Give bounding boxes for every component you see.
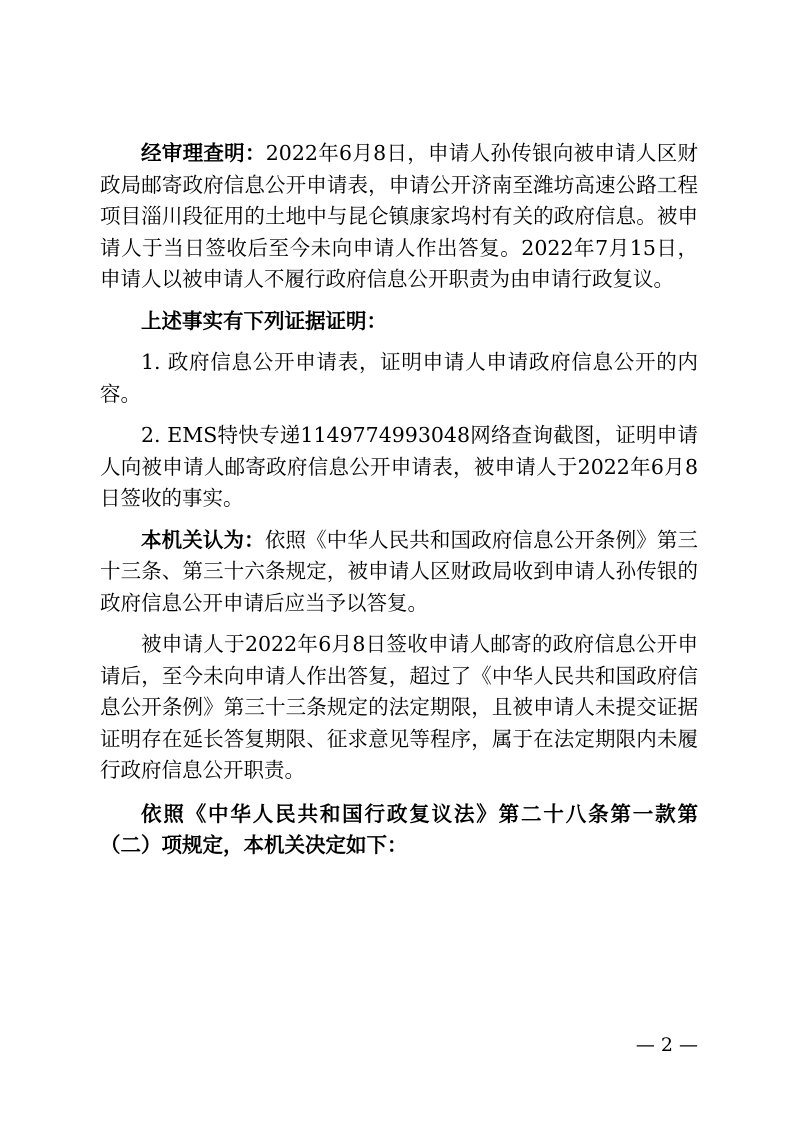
findings-text: 2022年6月8日，申请人孙传银向被申请人区财政局邮寄政府信息公开申请表，申请公开济南至潍坊高速公路工程项目淄川段征用的土地中与昆仑镇康家坞村有关的政府信息。被申请人于当日签收后至今未向申请人作出答复。2022年7月15日，申请人以被申请人不履行政府信息公开职责为由申请行政复议。 bbox=[100, 141, 699, 291]
paragraph-findings bbox=[100, 138, 698, 296]
decision-basis-text: 依照《中华人民共和国行政复议法》第二十八条第一款第（二）项规定，本机关决定如下： bbox=[100, 801, 698, 857]
paragraph-evidence-heading bbox=[100, 306, 698, 338]
paragraph-evidence-2 bbox=[100, 420, 698, 515]
opinion-lead: 本机关认为： bbox=[141, 527, 265, 552]
evidence-1-text: 1. 政府信息公开申请表，证明申请人申请政府信息公开的内容。 bbox=[100, 350, 698, 406]
findings-lead: 经审理查明： bbox=[141, 141, 266, 165]
paragraph-opinion bbox=[100, 525, 698, 620]
paragraph-analysis bbox=[100, 629, 698, 787]
evidence-heading: 上述事实有下列证据证明： bbox=[141, 308, 387, 333]
paragraph-decision-basis bbox=[100, 799, 698, 862]
evidence-2-text: 2. EMS特快专递1149774993048网络查询截图，证明申请人向被申请人邮寄政府信息公开申请表，被申请人于2022年6月8日签收的事实。 bbox=[100, 423, 698, 510]
opinion-text: 依照《中华人民共和国政府信息公开条例》第三十三条、第三十六条规定，被申请人区财政局收到申请人孙传银的政府信息公开申请后应当予以答复。 bbox=[100, 527, 699, 615]
page-number: — 2 — bbox=[635, 1034, 698, 1056]
document-body bbox=[100, 138, 698, 862]
paragraph-evidence-1 bbox=[100, 347, 698, 410]
analysis-text: 被申请人于2022年6月8日签收申请人邮寄的政府信息公开申请后，至今未向申请人作出答复，超过了《中华人民共和国政府信息公开条例》第三十三条规定的法定期限，且被申请人未提交证据证明存在延长答复期限、征求意见等程序，属于在法定期限内未履行政府信息公开职责。 bbox=[100, 632, 698, 782]
